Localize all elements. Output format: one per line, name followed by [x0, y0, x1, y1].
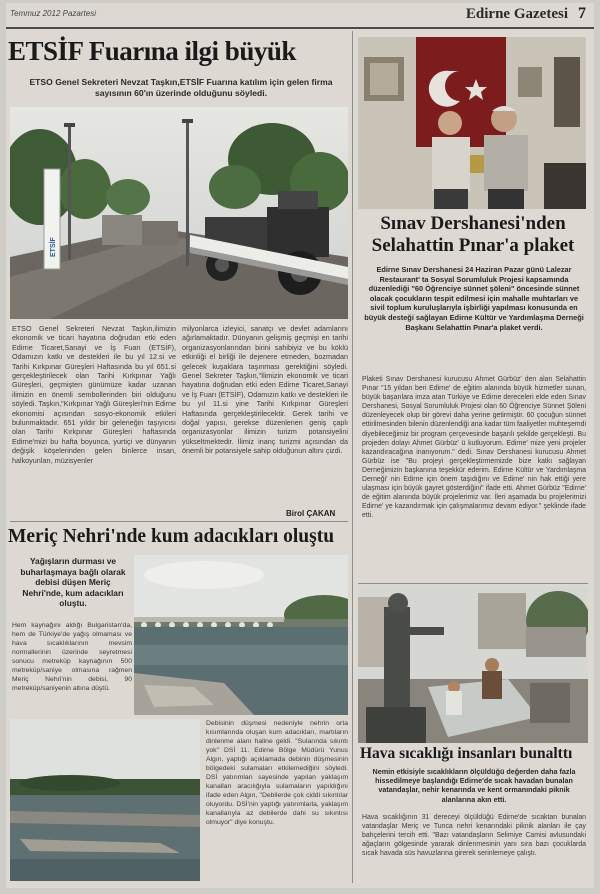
article-meric-col1: Hem kaynağını aldığı Bulgaristan'da, hem de Türkiye'de yağış olmaması ve hava sıcaklıklarının mevsim normallerinin üzerinde seyretmesi sonucu metreküp kaynağının 500 metreküp/saniye olmasına rağmen Meriç Nehri'nin debisi, 90 metreküp/saniyenin altına düştü.: [12, 622, 132, 692]
column-divider: [352, 31, 353, 883]
photo-plaque-ceremony: [358, 37, 586, 209]
photo-children-fountain: [358, 587, 588, 743]
article-meric-col2: Debisinin düşmesi nedeniyle nehrin orta kısımlarında oluşan kum adacıkları, martıların dinlenme alanı haline geldi. "Sularında sıkıntı yok" DSİ 11. Edirne Bölge Müdürü Yunus Algın, yaptığı açıklamada debinin düşmesinin bölgedeki sulamaları etkilemediğini söyledi. DSİ yatırımları sayesinde yapılan yaklaşım kanalları aracılığıyla sulamaların yapıldığını ifade eden Algın, "Debilerde çok ciddi sıkıntılar oluyordu. DSİ'nin yaptığı yatırımlarla, yaklaşım kanallarıyla az debilerde dahi su sıkıntısı olmuyor" diye konuştu.: [206, 720, 348, 826]
subheadline-plaket: Edirne Sınav Dershanesi 24 Haziran Pazar günü Lalezar Restaurant' ta Sosyal Sorumluluk Projesi kapsamında düzenlediği "60 Öğrenciye sünnet şöleni" öncesinde sünnet olacak çocukların tespit edilmesi için mahalle muhtarları ve sivil toplum kuruluşlarıyla işbirliği yapılması konusunda en büyük desteği sağlayan Edirne Kültür ve Yardımlaşma Derneği Başkanı Selahattin Pınar'a plaket verdi.: [364, 265, 584, 332]
newspaper-page: [6, 3, 594, 888]
section-divider-right: [358, 583, 588, 584]
newspaper-name: Edirne Gazetesi: [465, 6, 568, 22]
headline-sicaklik: Hava sıcaklığı insanları bunalttı: [360, 745, 573, 762]
photo-sand-islands: [10, 719, 200, 881]
page-number: 7: [578, 5, 586, 22]
section-divider: [10, 521, 348, 522]
author-signature: Birol ÇAKAN: [286, 509, 336, 518]
page-header: [6, 3, 594, 29]
banner-text: ETSİF: [50, 237, 57, 257]
lead-meric: Yağışların durması ve buharlaşmaya bağlı olarak debisi düşen Meriç Nehri'nde, kum adacıkları oluştu.: [20, 556, 126, 608]
headline-plaket: Sınav Dershanesi'nden Selahattin Pınar'a plaket: [371, 213, 575, 256]
article-etsif-col1: ETSO Genel Sekreteri Nevzat Taşkın,ilimizin ekonomik ve ticari hayatına doğrudan etki eden Edirne Ticaret,Sanayi ve İş Fuarı (ETSİF), Odamızın katkı ve destekleri ile bu yıl 12.si ve Tarihi Kırkpınar Güreşleri Haftasında bu yıl 651.si gerçekleştirilecek olan Tarihi Kırkpınar Yağlı Güreşleri, geçmişten günümüze kadar uzanan ilimizin en önemli sembollerinden biri olduğunu söyledi. Taşkın,"Kırkpınar Yağlı Güreşleri'nin Edirne ekonomisi açısından sosyo-ekonomik etkileri bulunmaktadır. 651 yıldır bir geleneğin taşıyıcısı olan Tarihi Kırkpınar Güreşleri haftasında Edirne'mizi bu hafta boyunca, yurtiçi ve dünyanın değişik köşelerinden gelen binlerce insan, halkoyunları, müzisyenler: [12, 324, 176, 465]
article-etsif-col2: milyonlarca izleyici, sanatçı ve devlet adamlarını ağırlamaktadır. Dünyanın gelişmiş geçmişi en tarihi organizasyonlarından birini sahibiyiz ve bu köklü etkinliği el birliği ile dejenere etmeden, bozmadan gelecek kuşaklara taşınması gerektiğini söyledi. Genel Sekreter Taşkın,"İlimizin ekonomik ve ticari hayatına doğrudan etki eden Edirne Ticaret,Sanayi ve İş Fuarı (ETSİF), Odamızın katkı ve destekleri ile bu yıl 11.si yine Tarihi Kırkpınar Güreşleri Haftasında gerçekleştirilecektir. Gerek tarihi ve doğal yapısı, gerekse düzenlenen geniş çaplı organizasyonlar ilimizin turizm potansiyelini yükseltmektedir. İlimiz inanç turizmi açısından da önemli bir potansiyele sahip olduğunun altını çizdi.: [182, 324, 348, 456]
header-date: Temmuz 2012 Pazartesi: [10, 9, 96, 18]
subheadline-sicaklik: Nemin etkisiyle sıcaklıkların ölçüldüğü değerden daha fazla hissedilmeye başlandığı Edirne'de sıcak havadan bunalan vatandaşlar, nehir kenarında ve kent ormanındaki piknik alanlarına akın etti.: [372, 767, 576, 804]
headline-meric: Meriç Nehri'nde kum adacıkları oluştu: [8, 526, 335, 547]
subheadline-etsif: ETSO Genel Sekreteri Nevzat Taşkın,ETSİF Fuarına katılım için gelen firma sayısının 60'ın üzerinde olduğunu söyledi.: [29, 77, 333, 98]
article-plaket-body: Plaketi Sınav Dershanesi kurucusu Ahmet Gürbüz' den alan Selahattin Pınar "15 yıldan beri Edirne' de eğitim alanında büyük hizmetler sunan, büyük başarılara imza atan Türkiye ve Edirne dereceleri elde eden Sınav Dershanesi, Sosyal Sorumluluk Projesi olan 60 Öğrenciye Sünnet Şöleni düzenleyecek olup bir görevi daha yerine getirmiştir. 60 çocuğun sünnet ettirilmesinden bilenin düzenlendiği ana kadar tüm faaliyetler muhteşemdi diyebileceğimiz bir program çerçevesinde başarılı şekilde gerçekleşti. Bu projeden dolayı Ahmet Gürbüz' ü kutluyorum. Edirne' mize yeni projeler kazandıracağına inanıyorum." dedi. Sınav Dershanesi kurucusu Ahmet Gürbüz ise "Bu projeyi gerçekleştirmemizde bize katkı sağlayan Derneğimizin başkanına teşekkür ederim. Edirne Kültür ve Yardımlaşma Derneği' nin Edirne için önem taşıdığını ve Edirne' nin hak ettiği yere ulaşması için büyük gayret gösterdiğini" ifade etti. Ahmet Gürbüz "Edirne' de eğitim alanında büyük projelerimiz var. İleri aşamada bu projelerimizi Edirne' ye kazandırmak için çalışmalarımız devam ediyor." şeklinde ifade etti.: [362, 376, 586, 520]
article-sicaklik-body: Hava sıcaklığının 31 dereceyi ölçüldüğü Edirne'de sıcaktan bunalan vatandaşlar Meriç ve Tunca nehri kenarındaki piknik alanları ile çay bahçelerini tercih etti. "Bazı vatandaşların Selimiye Camisi avlusundaki ağaçların gölgesinde yararak dinlenmesinin yanı sıra bazı çocuklarda sıcak havada süs havuzlarına girerek serinlemeye çalıştı.: [362, 814, 586, 857]
photo-fair-tractors: [10, 107, 348, 319]
headline-etsif: ETSİF Fuarına ilgi büyük: [8, 36, 296, 66]
photo-bridge-river: [134, 555, 348, 715]
